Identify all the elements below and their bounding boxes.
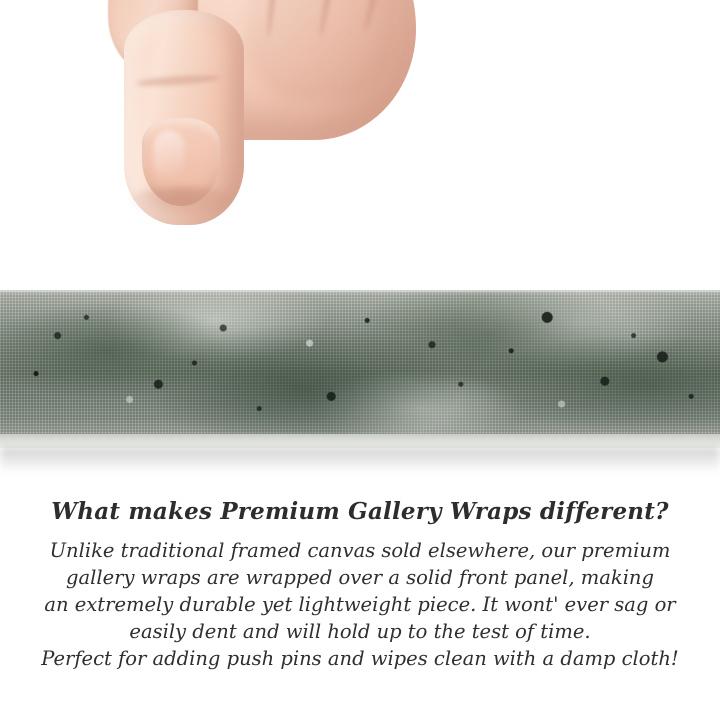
caption-line: gallery wraps are wrapped over a solid front panel, making: [66, 566, 654, 589]
hand-photo-area: [0, 0, 720, 292]
caption-line: easily dent and will hold up to the test of time.: [129, 620, 591, 643]
canvas-drop-shadow: [0, 447, 720, 473]
fingertip-shadow: [126, 186, 238, 220]
hand-pointing-icon: [96, 0, 426, 290]
canvas-edge-highlight: [0, 290, 720, 294]
caption-title: What makes Premium Gallery Wraps different?: [51, 498, 669, 525]
canvas-underside: [0, 434, 720, 448]
caption-block: [0, 498, 720, 672]
caption-line: Perfect for adding push pins and wipes clean with a damp cloth!: [41, 647, 679, 670]
canvas-texture-speckle: [0, 290, 720, 442]
fingernail-highlight: [154, 130, 184, 178]
canvas-wrap-edge: [0, 290, 720, 442]
caption-line: Unlike traditional framed canvas sold elsewhere, our premium: [49, 539, 671, 562]
caption-line: an extremely durable yet lightweight piece. It wont' ever sag or: [44, 593, 676, 616]
